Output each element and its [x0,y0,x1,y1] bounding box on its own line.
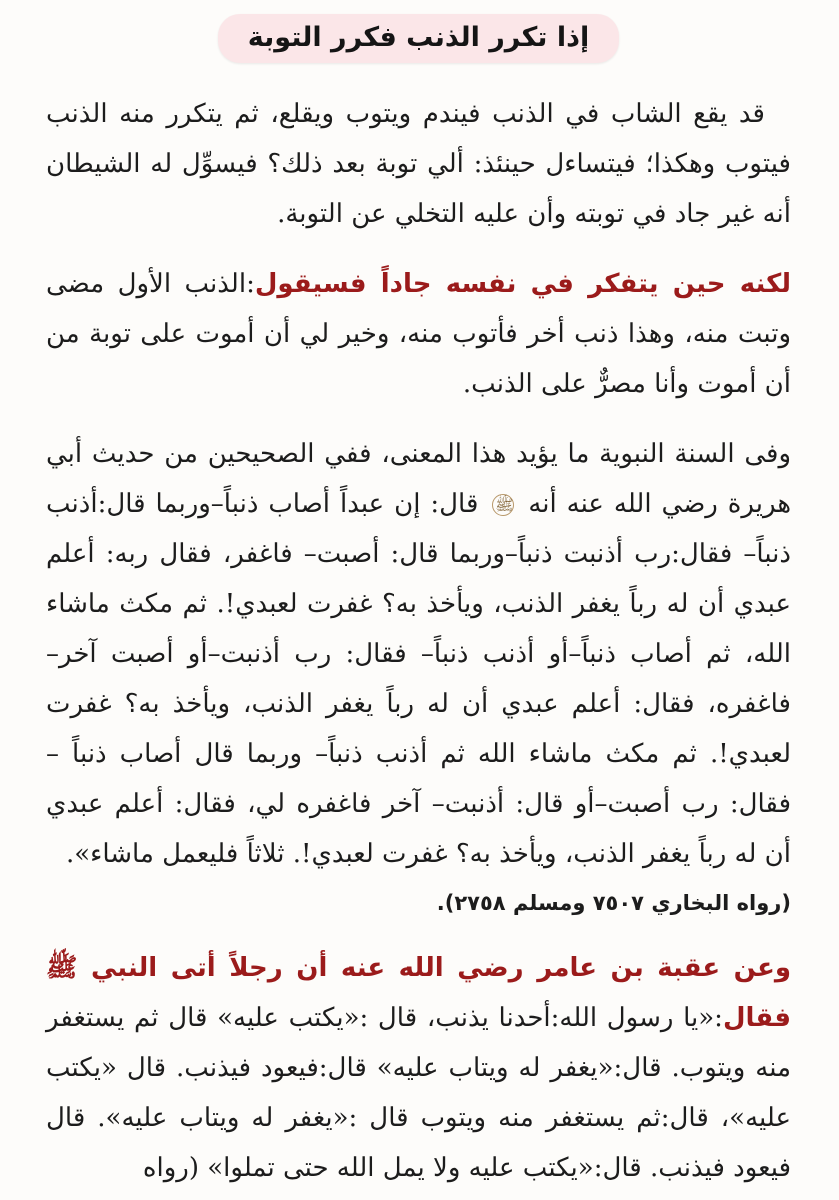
hadith-2-text: :«يا رسول الله:أحدنا يذنب، قال :«يكتب عليه» قال ثم يستغفر منه ويتوب. قال:«يغفر له ويتاب عليه» قال:فيعود فيذنب. قال «يكتب عليه»، قال:ثم يستغفر منه ويتوب قال :«يغفر له ويتاب عليه». قال فيعود فيذنب. قال:«يكتب عليه ولا يمل الله حتى تملوا» (رواه [46,1003,791,1183]
highlighted-narration: وعن عقبة بن عامر رضي الله عنه أن رجلاً أتى النبي ﷺ فقال [46,953,791,1033]
hadith-reference: (رواه البخاري ٧٥٠٧ ومسلم ٢٧٥٨). [436,891,791,915]
paragraph-hadith-1 [46,429,791,879]
hadith-text: قال: إن عبداً أصاب ذنباً–وربما قال:أذنب ذنباً– فقال:رب أذنبت ذنباً–وربما قال: أصبت– فاغفر، فقال ربه: أعلم عبدي أن له رباً يغفر الذنب، ويأخذ به؟ غفرت لعبدي!. ثم مكث ماشاء الله، ثم أصاب ذنباً–أو أذنب ذنباً– فقال: رب أذنبت–أو أصبت آخر– فاغفره، فقال: أعلم عبدي أن له رباً يغفر الذنب، ويأخذ به؟ غفرت لعبدي!. ثم مكث ماشاء الله ثم أذنب ذنباً– وربما قال أصاب ذنباً – فقال: رب أصبت–أو قال: أذنبت– آخر فاغفره لي، فقال: أعلم عبدي أن له رباً يغفر الذنب، ويأخذ به؟ غفرت لعبدي!. ثلاثاً فليعمل ماشاء». [46,489,791,869]
paragraph-intro: قد يقع الشاب في الذنب فيندم ويتوب ويقلع، ثم يتكرر منه الذنب فيتوب وهكذا؛ فيتساءل حينئذ: ألي توبة بعد ذلك؟ فيسوِّل له الشيطان أنه غير جاد في توبته وأن عليه التخلي عن التوبة. [46,99,791,229]
paragraph-reflection [46,259,791,409]
paragraph-hadith-2 [46,943,791,1193]
salutation-icon: ﷺ [492,494,514,516]
paragraph-text: :الذنب الأول مضى وتبت منه، وهذا ذنب أخر فأتوب منه، وخير لي أن أموت على توبة من أن أموت وأنا مصرٌّ على الذنب. [46,269,791,399]
highlighted-phrase: لكنه حين يتفكر في نفسه جاداً فسيقول [254,269,791,299]
hadith-intro-text: وفى السنة النبوية ما يؤيد هذا المعنى، ففي الصحيحين من حديث أبي هريرة رضي الله عنه أنه [46,439,792,519]
page-title: إذا تكرر الذنب فكرر التوبة [218,14,619,63]
title-container [46,14,791,63]
